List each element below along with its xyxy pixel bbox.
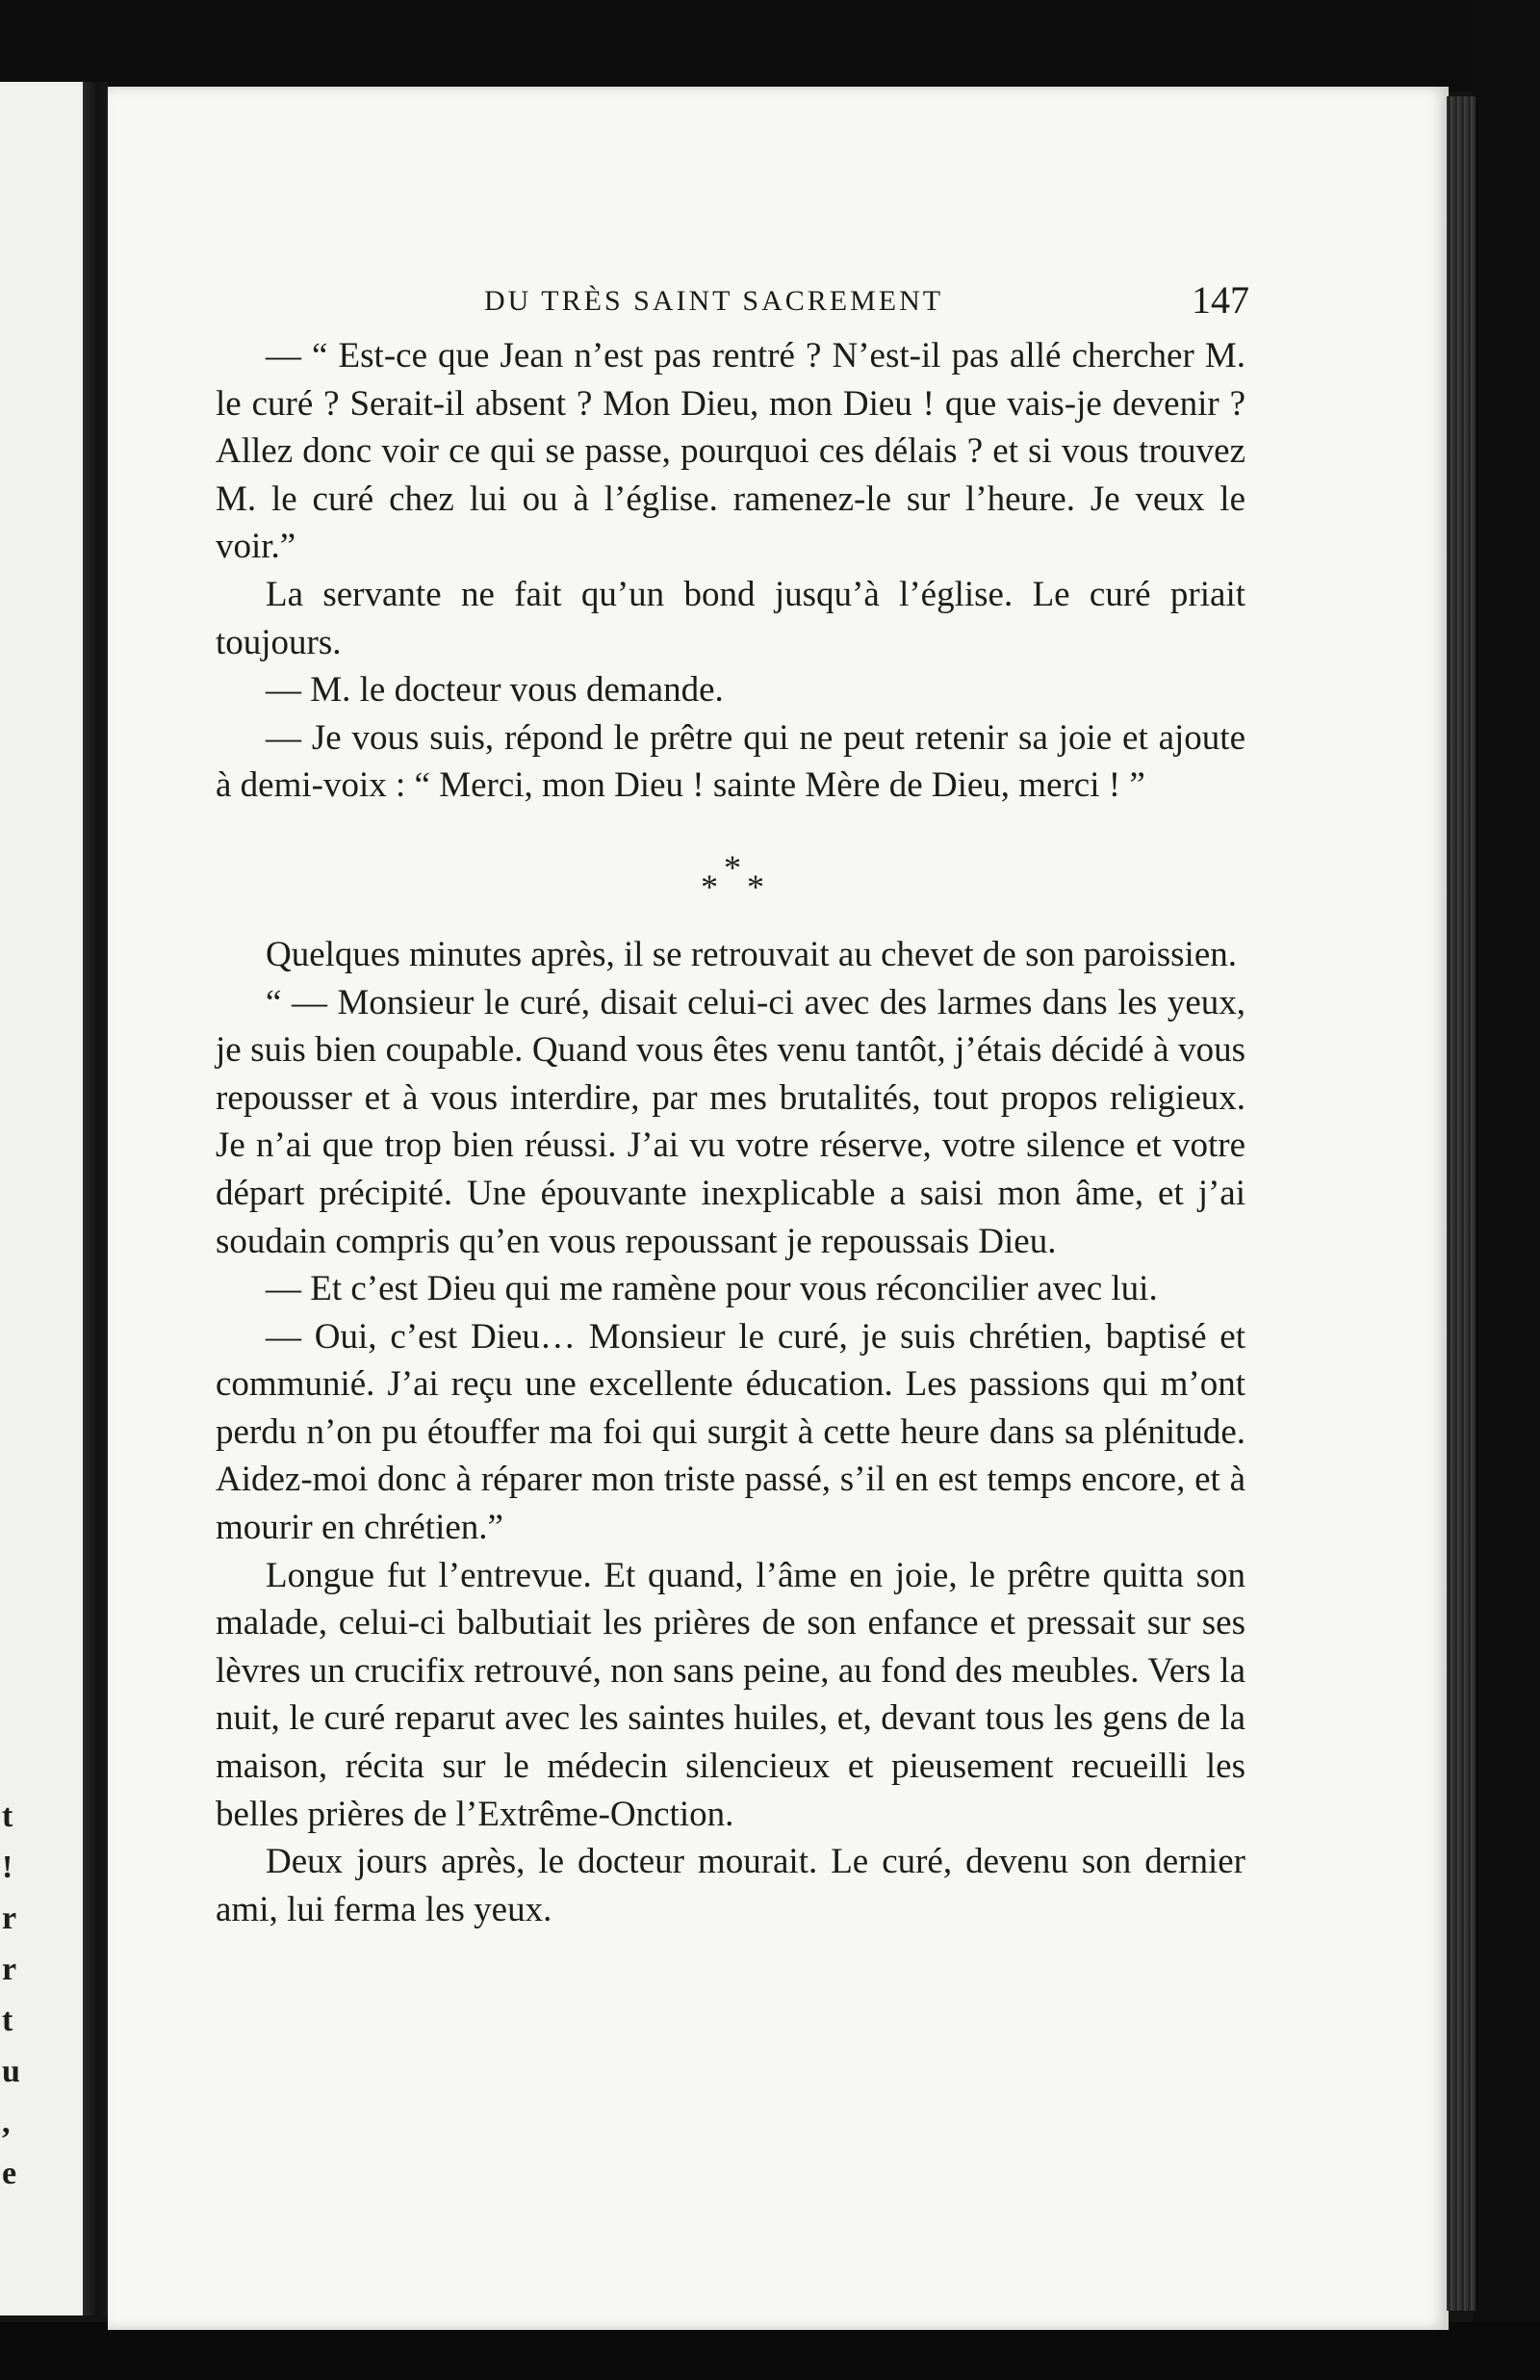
- fragment-line: e: [2, 2156, 17, 2191]
- fragment-line: ,: [2, 2105, 11, 2140]
- book-gutter: [83, 82, 108, 2315]
- paragraph: Longue fut l’entrevue. Et quand, l’âme en joie, le prêtre quitta son malade, celui-ci balbutiait les prières de son enfance et pressait sur ses lèvres un crucifix retrouvé, non sans peine, au fond des meubles. Vers la nuit, le curé reparut avec les saintes huiles, et, devant tous les gens de la maison, récita sur le médecin silencieux et pieusement recueilli les belles prières de l’Extrême-Onction.: [216, 1555, 1245, 1834]
- paragraph: “ — Monsieur le curé, disait celui-ci avec des larmes dans les yeux, je suis bien coupable. Quand vous êtes venu tantôt, j’étais décidé à vous repousser et à vous interdire, par mes brutalités, tout propos religieux. Je n’ai que trop bien réussi. J’ai vu votre réserve, votre silence et votre départ précipité. Une épouvante inexplicable a saisi mon âme, et j’ai soudain compris qu’en vous repoussant je repoussais Dieu.: [216, 982, 1245, 1261]
- fragment-line: r: [2, 1901, 17, 1936]
- page-edges: [1447, 96, 1476, 2311]
- paragraph: Deux jours après, le docteur mourait. Le curé, devenu son dernier ami, lui ferma les yeux.: [216, 1842, 1245, 1929]
- film-border-bottom: [0, 2322, 1540, 2380]
- fragment-line: u: [2, 2054, 20, 2089]
- paragraph: — M. le docteur vous demande.: [266, 670, 724, 711]
- running-head: [371, 277, 1304, 335]
- film-border-top: [0, 0, 1540, 91]
- fragment-line: !: [2, 1850, 13, 1885]
- asterisk: *: [724, 847, 741, 887]
- section-break-asterism: [216, 810, 1245, 931]
- running-head-title: DU TRÈS SAINT SACREMENT: [484, 285, 944, 317]
- film-border-right: [1473, 0, 1540, 2380]
- fragment-line: t: [2, 1798, 13, 1834]
- page-number: 147: [1192, 278, 1249, 322]
- paragraph: La servante ne fait qu’un bond jusqu’à l’église. Le curé priait toujours.: [216, 574, 1245, 662]
- paragraph: — Et c’est Dieu qui me ramène pour vous réconcilier avec lui.: [266, 1269, 1158, 1309]
- fragment-line: r: [2, 1952, 17, 1987]
- paragraph: Quelques minutes après, il se retrouvait au chevet de son paroissien.: [266, 934, 1237, 974]
- page-body: [216, 332, 1245, 1933]
- facing-page: [0, 82, 91, 2315]
- fragment-line: t: [2, 2003, 13, 2038]
- paragraph: — Je vous suis, répond le prêtre qui ne peut retenir sa joie et ajoute à demi-voix : “ Merci, mon Dieu ! sainte Mère de Dieu, merci ! ”: [216, 717, 1245, 806]
- paragraph: — Oui, c’est Dieu… Monsieur le curé, je suis chrétien, baptisé et communié. J’ai reçu une excellente éducation. Les passions qui m’ont perdu n’on pu étouffer ma foi qui surgit à cette heure dans sa plénitude. Aidez-moi donc à réparer mon triste passé, s’il en est temps encore, et à mourir en chrétien.”: [216, 1316, 1245, 1548]
- facing-page-fragments: [2, 1791, 40, 2199]
- asterisk: *: [747, 867, 764, 906]
- asterisk: *: [701, 867, 718, 906]
- paragraph: — “ Est-ce que Jean n’est pas rentré ? N’est-il pas allé chercher M. le curé ? Serait-il absent ? Mon Dieu, mon Dieu ! que vais-je devenir ? Allez donc voir ce qui se passe, pourquoi ces délais ? et si vous trouvez M. le curé chez lui ou à l’église. ramenez-le sur l’heure. Je veux le voir.”: [216, 336, 1245, 567]
